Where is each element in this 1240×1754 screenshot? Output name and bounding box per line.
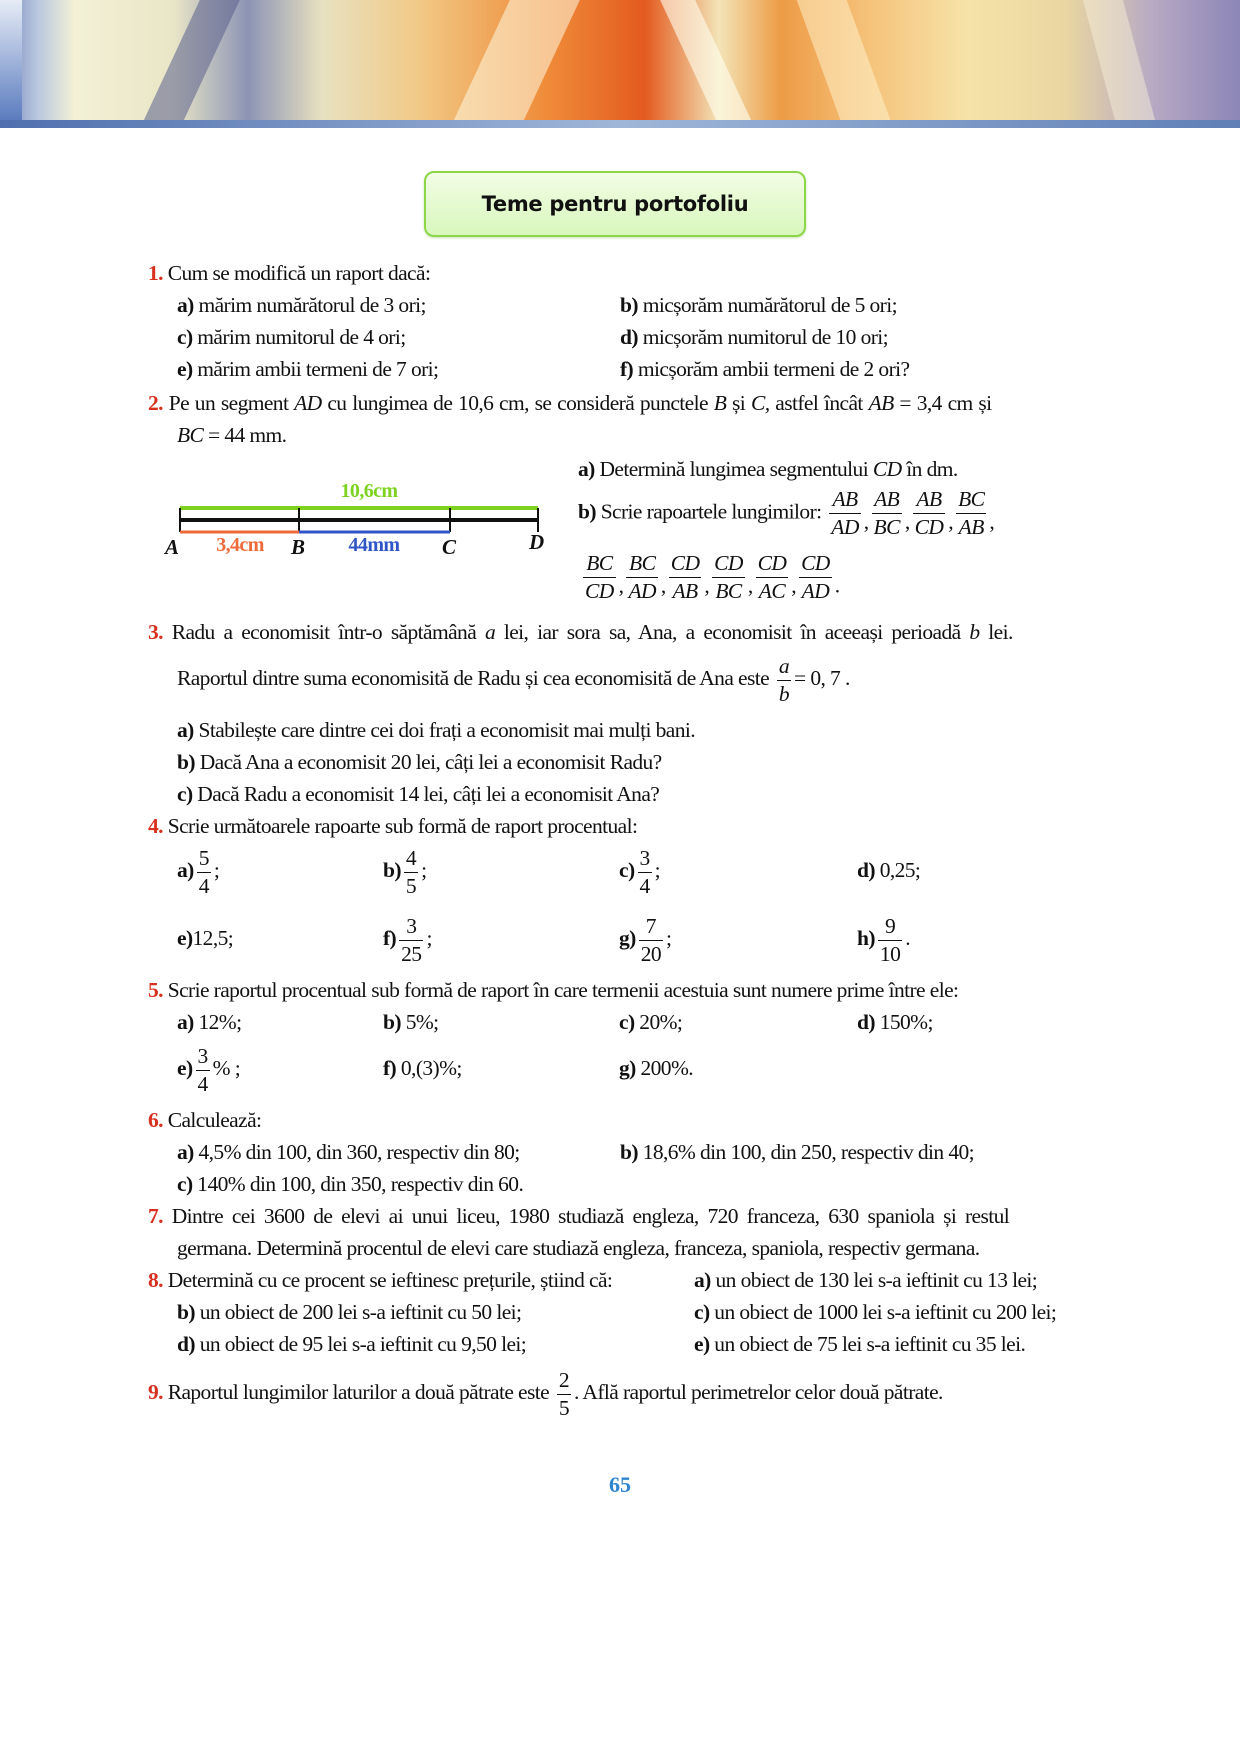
exercise-text: Radu a economisit într-o săptămână	[162, 620, 485, 644]
exercise-text: = 3,4 cm și	[893, 391, 992, 415]
banner-decoration	[1083, 0, 1157, 128]
fraction	[404, 845, 418, 900]
ab-length-label: 3,4cm	[216, 534, 264, 556]
denominator: AC	[758, 578, 786, 603]
item-text: 0,25;	[874, 858, 921, 882]
exercise-4	[148, 813, 637, 839]
item-text: mărim numitorul de 4 ori;	[192, 325, 406, 349]
item-suffix: ;	[426, 926, 432, 950]
item-label: c)	[177, 1172, 193, 1196]
item-text: în dm.	[901, 457, 958, 481]
item-label: f)	[620, 357, 634, 381]
exercise-3-item-a	[177, 717, 695, 743]
fraction	[197, 845, 211, 900]
item-label: c)	[177, 782, 193, 806]
section-title: Teme pentru portofoliu	[481, 192, 749, 216]
item-label: d)	[857, 858, 875, 882]
item-label: b)	[383, 858, 401, 882]
item-text: 12,5;	[192, 926, 234, 950]
denominator: BC	[873, 514, 900, 539]
exercise-1-item-a	[177, 292, 426, 318]
item-text: 200%.	[635, 1056, 694, 1080]
exercise-8-item-e	[694, 1331, 1025, 1357]
grid-item	[383, 842, 426, 899]
exercise-number: 7.	[148, 1204, 163, 1228]
numerator: 3	[638, 845, 652, 873]
ratio-fraction	[583, 550, 616, 605]
separator: .	[834, 573, 840, 598]
grid-item	[619, 1040, 693, 1096]
item-suffix: % ;	[212, 1056, 241, 1080]
numerator: 3	[196, 1043, 210, 1071]
item-label: a)	[177, 858, 194, 882]
section-title-box	[424, 171, 806, 237]
item-label: d)	[620, 325, 638, 349]
item-text: 150%;	[874, 1010, 933, 1034]
separator: ,	[948, 509, 954, 534]
ratio-list	[580, 551, 840, 603]
item-label: b)	[383, 1010, 401, 1034]
item-suffix: ;	[213, 858, 220, 882]
point-d-label: D	[529, 530, 544, 554]
item-label: d)	[857, 1010, 875, 1034]
item-label: b)	[578, 499, 596, 524]
numerator: CD	[799, 550, 832, 578]
denominator: 4	[197, 1071, 208, 1096]
exercise-text: Dintre cei 3600 de elevi ai unui liceu, 1980 studiază engleza, 720 franceza, 630 spaniola și restul	[162, 1204, 1010, 1228]
item-label: f)	[383, 1056, 397, 1080]
exercise-text: astfel încât	[769, 391, 869, 415]
exercise-text: Scrie următoarele rapoarte sub formă de raport procentual:	[162, 814, 638, 838]
math-var: B	[713, 391, 727, 415]
exercise-8-item-a	[694, 1267, 1037, 1293]
denominator: 20	[640, 941, 662, 966]
item-label: h)	[857, 926, 875, 950]
exercise-number: 9.	[148, 1380, 163, 1404]
exercise-8	[148, 1267, 612, 1293]
grid-item	[857, 1009, 933, 1035]
denominator: CD	[585, 578, 614, 603]
math-var: C,	[750, 391, 770, 415]
numerator: AB	[829, 486, 860, 514]
ratio-list	[826, 487, 995, 539]
numerator: 2	[557, 1367, 571, 1395]
exercise-6-item-b	[620, 1139, 974, 1165]
header-banner-image	[0, 0, 1240, 128]
page-number: 65	[609, 1472, 631, 1497]
denominator: 25	[401, 941, 422, 966]
exercise-3	[148, 619, 1013, 645]
exercise-2-continued	[177, 422, 286, 448]
item-text: mărim ambii termeni de 7 ori;	[192, 357, 439, 381]
numerator: a	[777, 653, 791, 681]
item-text: 140% din 100, din 350, respectiv din 60.	[192, 1172, 524, 1196]
grid-item	[383, 1040, 462, 1096]
banner-decoration	[660, 0, 755, 128]
denominator: b	[778, 681, 790, 706]
exercise-number: 1.	[148, 261, 163, 285]
item-label: a)	[177, 293, 194, 317]
banner-decoration	[797, 0, 894, 128]
item-text: 18,6% din 100, din 250, respectiv din 40;	[637, 1140, 975, 1164]
math-var: b	[969, 620, 980, 644]
grid-item	[383, 910, 432, 967]
item-label: d)	[177, 1332, 195, 1356]
item-label: c)	[619, 858, 635, 882]
exercise-2	[148, 390, 992, 416]
item-suffix: ;	[421, 858, 427, 882]
exercise-number: 3.	[148, 620, 163, 644]
item-label: c)	[694, 1300, 710, 1324]
point-b-label: B	[291, 535, 305, 559]
item-label: b)	[177, 1300, 195, 1324]
fraction-a-over-b	[777, 653, 791, 708]
item-label: a)	[578, 457, 595, 481]
segment-diagram	[160, 472, 560, 562]
numerator: 5	[197, 845, 211, 873]
exercise-8-item-c	[694, 1299, 1056, 1325]
exercise-text: germana. Determină procentul de elevi care studiază engleza, franceza, spaniola, respectiv germana.	[177, 1236, 980, 1260]
exercise-number: 5.	[148, 978, 163, 1002]
grid-item	[857, 910, 910, 967]
exercise-number: 8.	[148, 1268, 163, 1292]
numerator: 9	[878, 913, 902, 941]
numerator: BC	[956, 486, 986, 514]
exercise-text: Raportul dintre suma economisită de Radu și cea economisită de Ana este	[177, 666, 770, 690]
item-text: Dacă Ana a economisit 20 lei, câți lei a economisit Radu?	[194, 750, 662, 774]
item-text: 4,5% din 100, din 360, respectiv din 80;	[193, 1140, 520, 1164]
separator: ,	[660, 573, 666, 598]
denominator: AD	[628, 578, 656, 603]
numerator: BC	[583, 550, 616, 578]
item-text: Scrie rapoartele lungimilor:	[595, 499, 822, 524]
exercise-6	[148, 1107, 261, 1133]
item-label: a)	[177, 718, 194, 742]
item-label: f)	[383, 926, 397, 950]
exercise-text: Pe un segment	[162, 391, 295, 415]
exercise-1-item-c	[177, 324, 406, 350]
denominator: 5	[405, 873, 417, 898]
exercise-9	[148, 1364, 943, 1421]
exercise-number: 6.	[148, 1108, 163, 1132]
ratio-fraction	[872, 486, 902, 541]
numerator: 7	[639, 913, 663, 941]
exercise-1-item-f	[620, 356, 909, 382]
item-suffix: ;	[666, 926, 672, 950]
grid-item	[383, 1009, 439, 1035]
separator: ,	[704, 573, 710, 598]
point-a-label: A	[165, 535, 179, 559]
exercise-text: = 44 mm.	[203, 423, 287, 447]
grid-item	[619, 910, 671, 967]
separator: ,	[618, 573, 624, 598]
exercise-1-item-b	[620, 292, 897, 318]
grid-item	[619, 1009, 682, 1035]
exercise-number: 4.	[148, 814, 163, 838]
exercise-6-item-a	[177, 1139, 520, 1165]
exercise-8-item-b	[177, 1299, 521, 1325]
exercise-text: Calculează:	[162, 1108, 262, 1132]
numerator: CD	[712, 550, 745, 578]
item-label: g)	[619, 926, 636, 950]
item-text: Dacă Radu a economisit 14 lei, câți lei a economisit Ana?	[192, 782, 660, 806]
item-label: b)	[177, 750, 195, 774]
separator: ,	[791, 573, 797, 598]
exercise-text: lei.	[979, 620, 1013, 644]
denominator: 5	[558, 1395, 570, 1420]
item-text: mărim numărătorul de 3 ori;	[193, 293, 426, 317]
item-label: g)	[619, 1056, 636, 1080]
exercise-text: Cum se modifică un raport dacă:	[167, 261, 431, 285]
exercise-text: Scrie raportul procentual sub formă de raport în care termenii acestuia sunt numere prime între ele:	[162, 978, 959, 1002]
item-label: b)	[620, 1140, 638, 1164]
exercise-1	[148, 260, 430, 286]
math-var: a	[484, 620, 496, 644]
denominator: 10	[879, 941, 901, 966]
item-label: e)	[177, 1056, 193, 1080]
ratio-fraction	[829, 486, 860, 541]
ratio-fraction	[799, 550, 832, 605]
math-var: AB	[868, 391, 894, 415]
numerator: CD	[756, 550, 789, 578]
grid-item	[177, 1040, 240, 1097]
item-text: 20%;	[634, 1010, 683, 1034]
item-text: un obiect de 130 lei s-a ieftinit cu 13 lei;	[710, 1268, 1038, 1292]
item-label: e)	[177, 357, 193, 381]
item-text: un obiect de 200 lei s-a ieftinit cu 50 lei;	[194, 1300, 522, 1324]
exercise-7-continued	[177, 1235, 980, 1261]
grid-item	[177, 842, 219, 899]
math-var: BC	[177, 423, 204, 447]
ratio-fraction	[626, 550, 657, 605]
fraction	[639, 913, 663, 968]
exercise-text: . Află raportul perimetrelor celor două pătrate.	[574, 1380, 943, 1404]
banner-bottom-band	[0, 120, 1240, 128]
item-text: un obiect de 75 lei s-a ieftinit cu 35 lei.	[709, 1332, 1026, 1356]
item-label: a)	[177, 1010, 194, 1034]
item-text: un obiect de 95 lei s-a ieftinit cu 9,50 lei;	[194, 1332, 527, 1356]
exercise-text: Raportul lungimilor laturilor a două pătrate este	[162, 1380, 550, 1404]
item-text: Stabilește care dintre cei doi frați a economisit mai mulți bani.	[193, 718, 696, 742]
total-length-label: 10,6cm	[340, 480, 398, 502]
item-suffix: ;	[654, 858, 661, 882]
banner-decoration	[450, 0, 580, 128]
numerator: 3	[399, 913, 423, 941]
denominator: AB	[958, 514, 984, 539]
denominator: AD	[831, 514, 859, 539]
point-c-label: C	[442, 535, 456, 559]
denominator: BC	[715, 578, 742, 603]
separator: ,	[747, 573, 753, 598]
item-text: 12%;	[193, 1010, 242, 1034]
bc-length-label: 44mm	[348, 534, 400, 556]
exercise-text: Determină cu ce procent se ieftinesc prețurile, știind că:	[162, 1268, 613, 1292]
numerator: BC	[626, 550, 657, 578]
separator: ,	[863, 509, 869, 534]
exercise-number: 2.	[148, 391, 163, 415]
item-label: b)	[620, 293, 638, 317]
fraction	[878, 913, 902, 968]
ratio-fraction	[756, 550, 789, 605]
item-text: micșorăm ambii termeni de 2 ori?	[633, 357, 910, 381]
fraction	[196, 1043, 210, 1098]
item-text: un obiect de 1000 lei s-a ieftinit cu 200 lei;	[709, 1300, 1057, 1324]
exercise-3-item-c	[177, 781, 659, 807]
ratio-fraction	[669, 550, 702, 605]
denominator: AB	[672, 578, 698, 603]
denominator: 4	[639, 873, 650, 898]
math-var: AD	[294, 391, 322, 415]
numerator: AB	[872, 486, 902, 514]
separator: ,	[989, 509, 995, 534]
exercise-6-item-c	[177, 1171, 523, 1197]
separator: ,	[904, 509, 910, 534]
math-var: CD	[872, 457, 902, 481]
ratio-fraction	[956, 486, 986, 541]
exercise-8-item-d	[177, 1331, 526, 1357]
item-label: e)	[177, 926, 193, 950]
exercise-text: cu lungimea de 10,6 cm, se consideră punctele	[321, 391, 714, 415]
exercise-3-ratio-statement	[177, 650, 850, 707]
item-label: a)	[177, 1140, 194, 1164]
exercise-2-item-b	[578, 486, 994, 541]
item-label: a)	[694, 1268, 711, 1292]
item-text: Determină lungimea segmentului	[594, 457, 873, 481]
grid-item	[177, 910, 233, 966]
item-label: e)	[694, 1332, 710, 1356]
item-text: 0,(3)%;	[396, 1056, 462, 1080]
item-text: micșorăm numărătorul de 5 ori;	[637, 293, 897, 317]
exercise-text: = 0, 7 .	[794, 666, 850, 690]
ratio-fraction	[913, 486, 946, 541]
banner-left-bar	[0, 0, 22, 120]
grid-item	[857, 842, 920, 898]
numerator: CD	[669, 550, 702, 578]
exercise-3-item-b	[177, 749, 662, 775]
item-text: micșorăm numitorul de 10 ori;	[637, 325, 889, 349]
item-label: c)	[177, 325, 193, 349]
denominator: 4	[198, 873, 209, 898]
item-text: 5%;	[400, 1010, 439, 1034]
numerator: AB	[913, 486, 946, 514]
ratio-fraction	[712, 550, 745, 605]
exercise-text: și	[726, 391, 751, 415]
exercise-2-ratios-row-2	[580, 550, 840, 605]
fraction	[638, 845, 652, 900]
numerator: 4	[404, 845, 418, 873]
denominator: AD	[801, 578, 830, 603]
exercise-5	[148, 977, 958, 1003]
denominator: CD	[914, 514, 944, 539]
exercise-text: lei, iar sora sa, Ana, a economisit în aceeași perioadă	[495, 620, 970, 644]
grid-item	[619, 842, 660, 899]
banner-decoration	[140, 0, 240, 128]
exercise-2-item-a	[578, 456, 958, 482]
item-suffix: .	[905, 926, 911, 950]
exercise-1-item-d	[620, 324, 888, 350]
fraction-2-over-5	[557, 1367, 571, 1422]
item-label: c)	[619, 1010, 635, 1034]
exercise-7	[148, 1203, 1009, 1229]
grid-item	[177, 1009, 241, 1035]
fraction	[399, 913, 423, 968]
exercise-1-item-e	[177, 356, 438, 382]
